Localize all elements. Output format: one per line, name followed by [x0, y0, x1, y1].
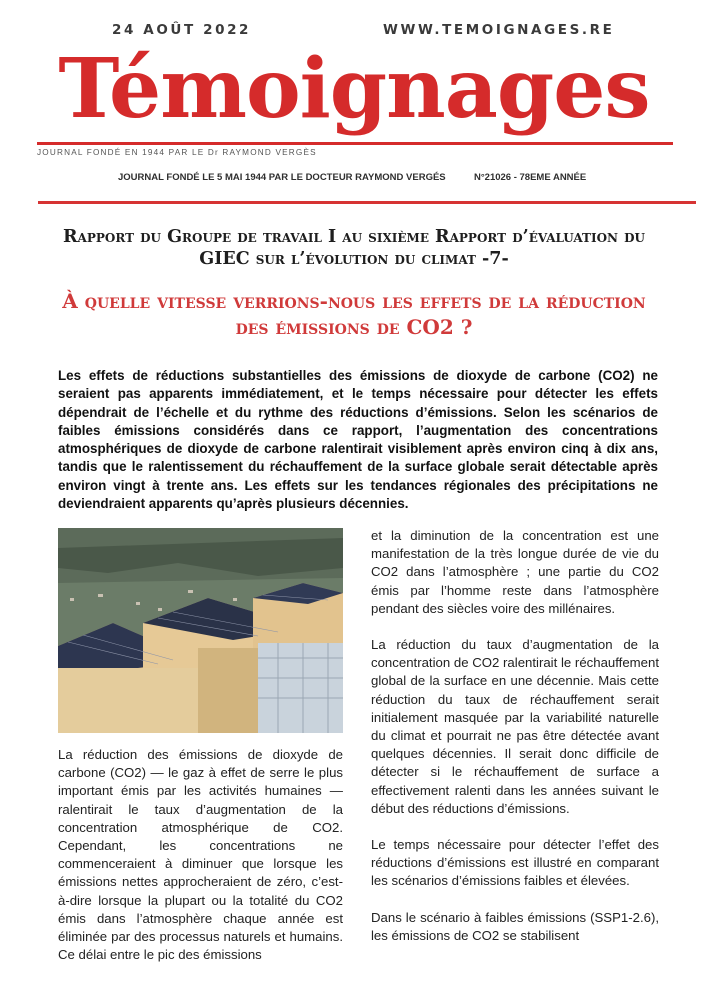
article-column-left	[58, 746, 343, 982]
solar-panels-photo	[58, 528, 343, 733]
paragraph: La réduction du taux d’augmentation de la concentration de CO2 ralentirait le réchauffement global de la surface en une décennie. Mais cette réduction du taux de réchauffement serait initialement masquée par la variabilité naturelle du climat et pourrait ne pas être détectée avant quelques décennies. Il serait donc difficile de détecter si le réchauffement de surface a effectivement ralenti dans les années suivant le début des réductions d’émissions.	[371, 637, 659, 816]
issue-number: N°21026 - 78EME ANNÉE	[474, 172, 587, 183]
paragraph: La réduction des émissions de dioxyde de carbone (CO2) — le gaz à effet de serre le plus important émis par les activités humaines — ralentirait le taux d’augmentation de la concentration atmosphérique de CO2. Cependant, les concentrations ne commenceraient à diminuer que lorsque les émissions nettes approcheraient de zéro, c’est-à-dire lorsque la plupart ou la totalité du CO2 émis dans l’atmosphère chaque année est éliminée par des processus naturels et humains. Ce délai entre le pic des émissions	[58, 747, 343, 963]
website-link[interactable]: WWW.TEMOIGNAGES.RE	[383, 22, 615, 38]
article-column-right	[371, 527, 659, 963]
issue-date: 24 AOÛT 2022	[112, 22, 252, 38]
header-divider	[38, 201, 696, 204]
paragraph: et la diminution de la concentration est une manifestation de la très longue durée de vie du CO2 dans l’atmosphère ; une partie du CO2 émis par l’homme reste dans l’atmosphère pendant des siècles voire des millénaires.	[371, 528, 659, 616]
paragraph: Dans le scénario à faibles émissions (SSP1-2.6), les émissions de CO2 se stabilisent	[371, 909, 659, 943]
article-kicker: Rapport du Groupe de travail I au sixième Rapport d’évaluation du GIEC sur l’évolution du climat -7-	[63, 227, 645, 269]
logo-title: Témoignages	[58, 41, 650, 137]
founded-line: JOURNAL FONDÉ LE 5 MAI 1944 PAR LE DOCTEUR RAYMOND VERGÉS	[118, 172, 446, 183]
article-headline: À quelle vitesse verrions-nous les effets de la réduction des émissions de CO2 ?	[62, 289, 646, 339]
logo-subtitle: JOURNAL FONDÉ EN 1944 PAR LE Dr RAYMOND VERGÈS	[37, 148, 317, 157]
article-lede: Les effets de réductions substantielles des émissions de dioxyde de carbone (CO2) ne seraient pas apparents immédiatement, et le temps nécessaire pour détecter les effets dépendrait de l’échelle et du rythme des réductions d’émissions. Selon les scénarios de faibles émissions considérés dans ce rapport, l’augmentation des concentrations atmosphériques de dioxyde de carbone ralentirait visiblement après environ cinq à dix ans, tandis que le ralentissement du réchauffement de la surface globale serait détectable après environ vingt à trente ans. Les effets sur les tendances régionales des précipitations ne deviendraient apparents qu’après plusieurs décennies.	[58, 368, 658, 512]
top-bar	[0, 22, 707, 42]
paragraph: Le temps nécessaire pour détecter l’effet des réductions d’émissions est illustré en comparant les scénarios d’émissions faibles et élevées.	[371, 837, 659, 889]
logo-underline	[37, 142, 673, 145]
masthead-logo	[34, 41, 674, 162]
